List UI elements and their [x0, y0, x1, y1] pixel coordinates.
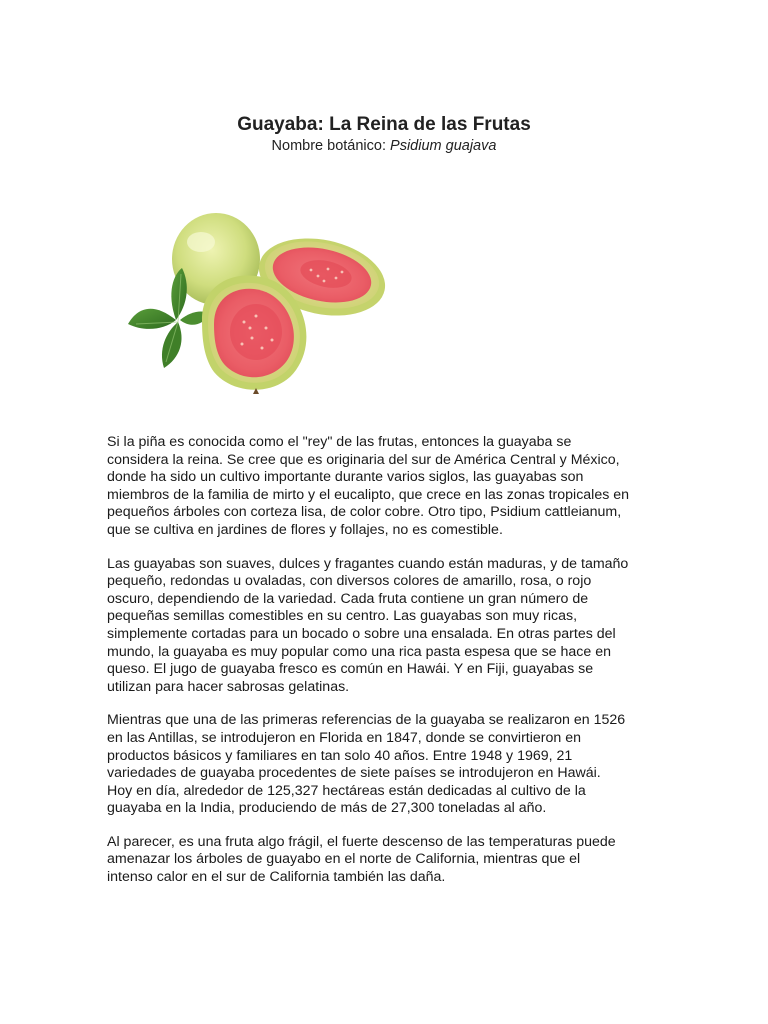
- text-line: simplemente cortadas para un bocado o sobre una ensalada. En otras partes del: [107, 625, 616, 642]
- text-line: Mientras que una de las primeras referencias de la guayaba se realizaron en 1526: [107, 712, 626, 729]
- paragraph: [107, 712, 667, 818]
- botanical-name: [0, 138, 768, 154]
- scientific-name: Psidium guajava: [390, 138, 497, 154]
- text-line: pequeño, redondas u ovaladas, con diversos colores de amarillo, rosa, o rojo: [107, 573, 592, 590]
- paragraph: [107, 834, 667, 887]
- text-line: guayaba en la India, produciendo de más de 27,300 toneladas al año.: [107, 800, 547, 817]
- botanical-name-label: Nombre botánico:: [271, 138, 391, 154]
- article-body: [107, 434, 667, 903]
- text-line: productos básicos y familiares en tan solo 40 años. Entre 1948 y 1969, 21: [107, 747, 573, 764]
- text-line: en las Antillas, se introdujeron en Florida en 1847, donde se convirtieron en: [107, 729, 582, 746]
- text-line: Hoy en día, alrededor de 125,327 hectáreas están dedicadas al cultivo de la: [107, 782, 586, 799]
- text-line: intenso calor en el sur de California también las daña.: [107, 869, 446, 886]
- text-line: Si la piña es conocida como el "rey" de las frutas, entonces la guayaba se: [107, 434, 572, 450]
- text-line: considera la reina. Se cree que es originaria del sur de América Central y México,: [107, 451, 620, 468]
- guava-image: [106, 182, 408, 420]
- paragraph: [107, 556, 667, 697]
- text-line: Al parecer, es una fruta algo frágil, el fuerte descenso de las temperaturas puede: [107, 833, 616, 850]
- paragraph: [107, 434, 667, 540]
- text-line: queso. El jugo de guayaba fresco es común en Hawái. Y en Fiji, guayabas se: [107, 661, 594, 678]
- text-line: pequeños árboles con corteza lisa, de color cobre. Otro tipo, Psidium cattleianum,: [107, 504, 622, 521]
- text-line: miembros de la familia de mirto y el eucalipto, que crece en las zonas tropicales en: [107, 486, 630, 503]
- text-line: oscuro, dependiendo de la variedad. Cada fruta contiene un gran número de: [107, 590, 589, 607]
- guava-fruit-illustration-icon: [106, 182, 408, 420]
- text-line: pequeñas semillas comestibles en su centro. Las guayabas son muy ricas,: [107, 608, 578, 625]
- text-line: variedades de guayaba procedentes de siete países se introdujeron en Hawái.: [107, 765, 601, 782]
- text-line: mundo, la guayaba es muy popular como una rica pasta espesa que se hace en: [107, 643, 611, 660]
- text-line: que se cultiva en jardines de flores y follajes, no es comestible.: [107, 521, 503, 538]
- text-line: amenazar los árboles de guayabo en el norte de California, mientras que el: [107, 851, 581, 868]
- text-line: donde ha sido un cultivo importante durante varios siglos, las guayabas son: [107, 469, 584, 486]
- text-line: utilizan para hacer sabrosas gelatinas.: [107, 678, 350, 695]
- text-line: Las guayabas son suaves, dulces y fragantes cuando están maduras, y de tamaño: [107, 555, 629, 572]
- document-title: Guayaba: La Reina de las Frutas: [237, 114, 531, 135]
